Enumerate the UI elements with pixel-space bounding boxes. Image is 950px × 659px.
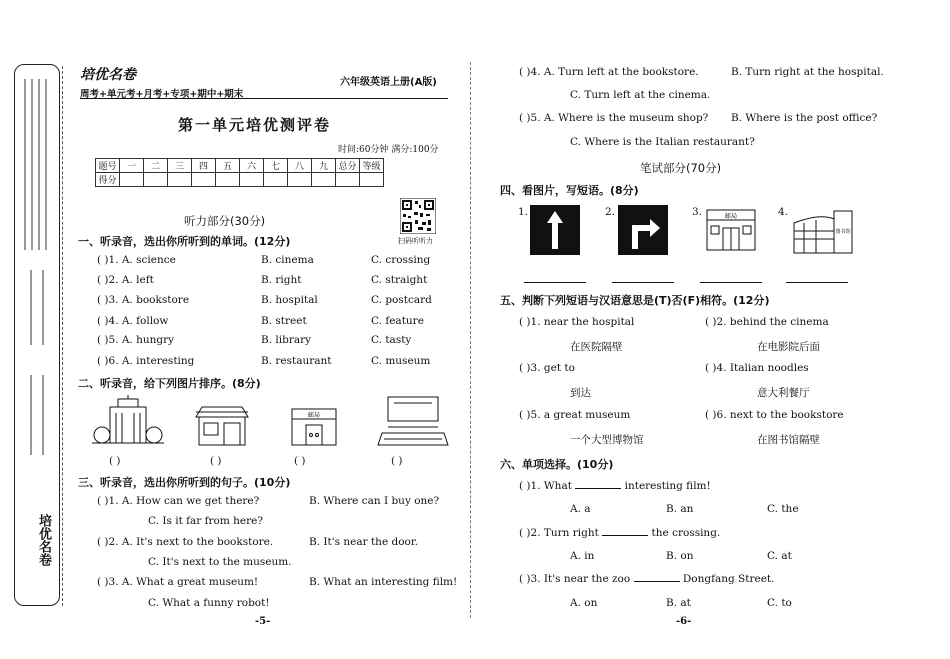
- q5-chinese: 在图书馆隔壁: [757, 434, 820, 446]
- qr-code: [400, 198, 436, 234]
- q6-option-c: C. at: [767, 550, 792, 562]
- q6-option-a: A. on: [570, 597, 598, 609]
- q2-bracket: ( ): [109, 455, 121, 467]
- q1-item: ( )2. A. left: [97, 274, 154, 286]
- cinema-picture: [378, 397, 448, 445]
- q6-option-b: B. at: [666, 597, 691, 609]
- q6-option-a: A. in: [570, 550, 595, 562]
- notes-block: [19, 75, 55, 255]
- q6-option-b: B. an: [666, 503, 694, 515]
- q5-item: ( )2. behind the cinema: [705, 316, 829, 328]
- museum-picture: [92, 395, 164, 443]
- score-cell[interactable]: [336, 173, 360, 187]
- post-office-picture: [705, 208, 757, 252]
- q3-option-b: B. Where can I buy one?: [309, 495, 440, 507]
- score-table: [95, 158, 384, 187]
- q4-answer-line[interactable]: [612, 282, 674, 283]
- score-cell[interactable]: [288, 173, 312, 187]
- q4-answer-line[interactable]: [786, 282, 848, 283]
- q1-item: ( )1. A. science: [97, 254, 176, 266]
- score-header: 七: [264, 159, 288, 173]
- binding-line: [62, 66, 63, 606]
- q1-option-c: C. museum: [371, 355, 431, 367]
- q1-option-b: B. hospital: [261, 294, 318, 306]
- q1-title: 一、听录音，选出你所听到的单词。(12分): [78, 235, 291, 248]
- q2-pictures: [92, 393, 452, 451]
- q3-option-b: B. Where is the post office?: [731, 112, 878, 124]
- score-cell[interactable]: [192, 173, 216, 187]
- score-header: 二: [144, 159, 168, 173]
- q2-bracket: ( ): [294, 455, 306, 467]
- answer-blank[interactable]: [575, 480, 621, 489]
- q6-option-a: A. a: [570, 503, 591, 515]
- q1-option-b: B. street: [261, 315, 307, 327]
- score-cell[interactable]: [360, 173, 384, 187]
- score-header: 五: [216, 159, 240, 173]
- score-cell[interactable]: [240, 173, 264, 187]
- q4-title: 四、看图片，写短语。(8分): [500, 184, 639, 197]
- score-header: 总分: [336, 159, 360, 173]
- q5-item: ( )3. get to: [519, 362, 575, 374]
- q5-item: ( )6. next to the bookstore: [705, 409, 844, 421]
- q6-question: ( )3. It's near the zoo Dongfang Street.: [519, 573, 775, 585]
- q2-bracket: ( ): [391, 455, 403, 467]
- q5-item: ( )4. Italian noodles: [705, 362, 809, 374]
- score-cell[interactable]: [168, 173, 192, 187]
- page-number-right: -6-: [676, 616, 692, 627]
- score-header: 六: [240, 159, 264, 173]
- q1-item: ( )6. A. interesting: [97, 355, 195, 367]
- score-cell[interactable]: [144, 173, 168, 187]
- svg-text:图书馆: 图书馆: [835, 229, 851, 235]
- q3-option-a: ( )2. A. It's next to the bookstore.: [97, 536, 274, 548]
- q3-option-c: C. What a funny robot!: [148, 597, 270, 609]
- q3-option-a: ( )4. A. Turn left at the bookstore.: [519, 66, 699, 78]
- page-divider: [470, 62, 471, 618]
- q3-option-b: B. Turn right at the hospital.: [731, 66, 884, 78]
- score-header: 九: [312, 159, 336, 173]
- score-cell[interactable]: [120, 173, 144, 187]
- q3-option-c: C. Is it far from here?: [148, 515, 263, 527]
- strip-logo: 培优名卷: [36, 514, 51, 566]
- q5-chinese: 意大利餐厅: [757, 387, 810, 399]
- q3-option-c: C. It's next to the museum.: [148, 556, 292, 568]
- q3-option-c: C. Turn left at the cinema.: [570, 89, 711, 101]
- q6-option-c: C. the: [767, 503, 799, 515]
- q1-option-c: C. postcard: [371, 294, 432, 306]
- q6-question: ( )1. What interesting film!: [519, 480, 711, 492]
- q5-chinese: 在医院隔壁: [570, 341, 623, 353]
- score-header: 等级: [360, 159, 384, 173]
- library-picture: [790, 205, 856, 255]
- turn-right-sign: [618, 205, 668, 255]
- q5-item: ( )1. near the hospital: [519, 316, 635, 328]
- series-line: 周考+单元考+月考+专项+期中+期末: [80, 89, 244, 100]
- straight-arrow-sign: [530, 205, 580, 255]
- score-cell[interactable]: [216, 173, 240, 187]
- q5-chinese: 一个大型博物馆: [570, 434, 644, 446]
- q4-answer-line[interactable]: [524, 282, 586, 283]
- q5-chinese: 到达: [570, 387, 591, 399]
- score-header: 题号: [96, 159, 120, 173]
- q1-option-c: C. feature: [371, 315, 424, 327]
- left-strip: [14, 64, 60, 606]
- q5-title: 五、判断下列短语与汉语意思是(T)否(F)相符。(12分): [500, 294, 770, 307]
- q3-option-c: C. Where is the Italian restaurant?: [570, 136, 755, 148]
- q1-option-b: B. library: [261, 334, 312, 346]
- q2-bracket: ( ): [210, 455, 222, 467]
- q6-option-b: B. on: [666, 550, 694, 562]
- answer-blank[interactable]: [602, 527, 648, 536]
- page-title: 第一单元培优测评卷: [178, 116, 332, 134]
- q1-item: ( )4. A. follow: [97, 315, 169, 327]
- shop-picture: [196, 407, 248, 445]
- post-office-sign: 邮局: [307, 412, 321, 419]
- q1-option-c: C. straight: [371, 274, 428, 286]
- q3-option-b: B. What an interesting film!: [309, 576, 458, 588]
- score-header: 四: [192, 159, 216, 173]
- header-rule: [80, 98, 448, 99]
- svg-text:邮局: 邮局: [724, 213, 738, 220]
- q1-option-b: B. restaurant: [261, 355, 332, 367]
- score-header: 一: [120, 159, 144, 173]
- q4-num: 3.: [692, 206, 703, 218]
- q1-option-b: B. cinema: [261, 254, 314, 266]
- q2-title: 二、听录音，给下列图片排序。(8分): [78, 377, 261, 390]
- q3-option-a: ( )1. A. How can we get there?: [97, 495, 260, 507]
- score-header: 三: [168, 159, 192, 173]
- q6-question: ( )2. Turn right the crossing.: [519, 527, 721, 539]
- q3-title: 三、听录音，选出你所听到的句子。(10分): [78, 476, 291, 489]
- q4-num: 1.: [518, 206, 529, 218]
- time-score-meta: 时间:60分钟 满分:100分: [338, 145, 439, 155]
- answer-blank[interactable]: [634, 573, 680, 582]
- q1-item: ( )3. A. bookstore: [97, 294, 190, 306]
- score-row-label: 得分: [96, 173, 120, 187]
- name-fields: [21, 265, 53, 465]
- q4-answer-line[interactable]: [700, 282, 762, 283]
- q5-chinese: 在电影院后面: [757, 341, 820, 353]
- page-number-left: -5-: [255, 616, 271, 627]
- qr-caption: 扫码听听力: [398, 237, 433, 245]
- q1-option-c: C. crossing: [371, 254, 431, 266]
- q3-option-a: ( )5. A. Where is the museum shop?: [519, 112, 709, 124]
- q4-num: 4.: [778, 206, 789, 218]
- written-section-title: 笔试部分(70分): [640, 161, 722, 175]
- grade-label: 六年级英语上册(A版): [340, 77, 437, 88]
- q6-title: 六、单项选择。(10分): [500, 458, 614, 471]
- q5-item: ( )5. a great museum: [519, 409, 631, 421]
- listening-section-title: 听力部分(30分): [184, 214, 266, 228]
- q6-option-c: C. to: [767, 597, 792, 609]
- q1-option-b: B. right: [261, 274, 302, 286]
- q3-option-b: B. It's near the door.: [309, 536, 419, 548]
- q1-option-c: C. tasty: [371, 334, 412, 346]
- q3-option-a: ( )3. A. What a great museum!: [97, 576, 259, 588]
- score-header: 八: [288, 159, 312, 173]
- score-cell[interactable]: [312, 173, 336, 187]
- score-cell[interactable]: [264, 173, 288, 187]
- q4-num: 2.: [605, 206, 616, 218]
- q1-item: ( )5. A. hungry: [97, 334, 175, 346]
- brand-logo: 培优名卷: [80, 67, 136, 83]
